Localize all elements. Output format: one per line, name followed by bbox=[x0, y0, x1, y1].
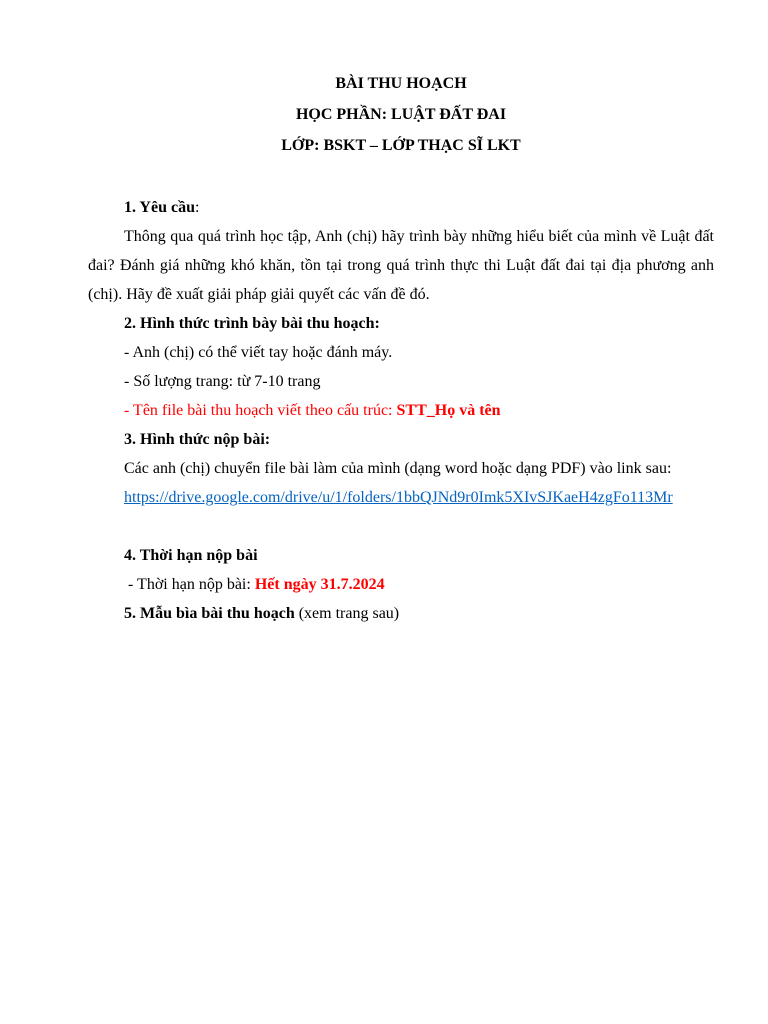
submission-drive-link[interactable]: https://drive.google.com/drive/u/1/folders/1bbQJNd9r0Imk5XIvSJKaeH4zgFo113Mr bbox=[124, 489, 673, 506]
section-4-heading: 4. Thời hạn nộp bài bbox=[124, 547, 258, 564]
section-2-heading: 2. Hình thức trình bày bài thu hoạch: bbox=[124, 315, 380, 332]
section-4-deadline bbox=[88, 570, 714, 599]
document-title: BÀI THU HOẠCH bbox=[335, 75, 467, 92]
section-5-note: (xem trang sau) bbox=[294, 605, 400, 622]
section-1-paragraph: Thông qua quá trình học tập, Anh (chị) hãy trình bày những hiểu biết của mình về Luật đất đai? Đánh giá những khó khăn, tồn tại trong quá trình thực thi Luật đất đai tại địa phương anh (chị). Hãy đề xuất giải pháp giải quyết các vấn đề đó. bbox=[88, 228, 714, 303]
section-2-item-handwritten-or-typed: - Anh (chị) có thể viết tay hoặc đánh máy. bbox=[124, 344, 393, 361]
section-2-item-page-count: - Số lượng trang: từ 7-10 trang bbox=[124, 373, 321, 390]
deadline-value: Hết ngày 31.7.2024 bbox=[254, 576, 385, 593]
section-3-heading: 3. Hình thức nộp bài: bbox=[124, 431, 271, 448]
section-3-link-line bbox=[88, 483, 714, 512]
spacer bbox=[88, 512, 714, 541]
section-3-instruction: Các anh (chị) chuyển file bài làm của mình (dạng word hoặc dạng PDF) vào link sau: bbox=[124, 460, 672, 477]
document-page bbox=[88, 0, 714, 1024]
document-body bbox=[88, 193, 714, 628]
section-1-heading bbox=[88, 193, 714, 222]
file-name-format: STT_Họ và tên bbox=[396, 402, 501, 419]
section-5-heading-text: 5. Mẫu bìa bài thu hoạch bbox=[124, 605, 295, 622]
deadline-label: - Thời hạn nộp bài: bbox=[124, 576, 255, 593]
section-2-item-file-name bbox=[88, 396, 714, 425]
section-1-heading-colon: : bbox=[194, 199, 200, 216]
class-title: LỚP: BSKT – LỚP THẠC SĨ LKT bbox=[281, 137, 521, 154]
file-name-rule-text: - Tên file bài thu hoạch viết theo cấu trúc: bbox=[124, 402, 397, 419]
course-title: HỌC PHẦN: LUẬT ĐẤT ĐAI bbox=[295, 106, 507, 123]
section-5-heading bbox=[88, 599, 714, 628]
document-header bbox=[88, 68, 714, 161]
section-1-heading-text: 1. Yêu cầu bbox=[124, 199, 195, 216]
